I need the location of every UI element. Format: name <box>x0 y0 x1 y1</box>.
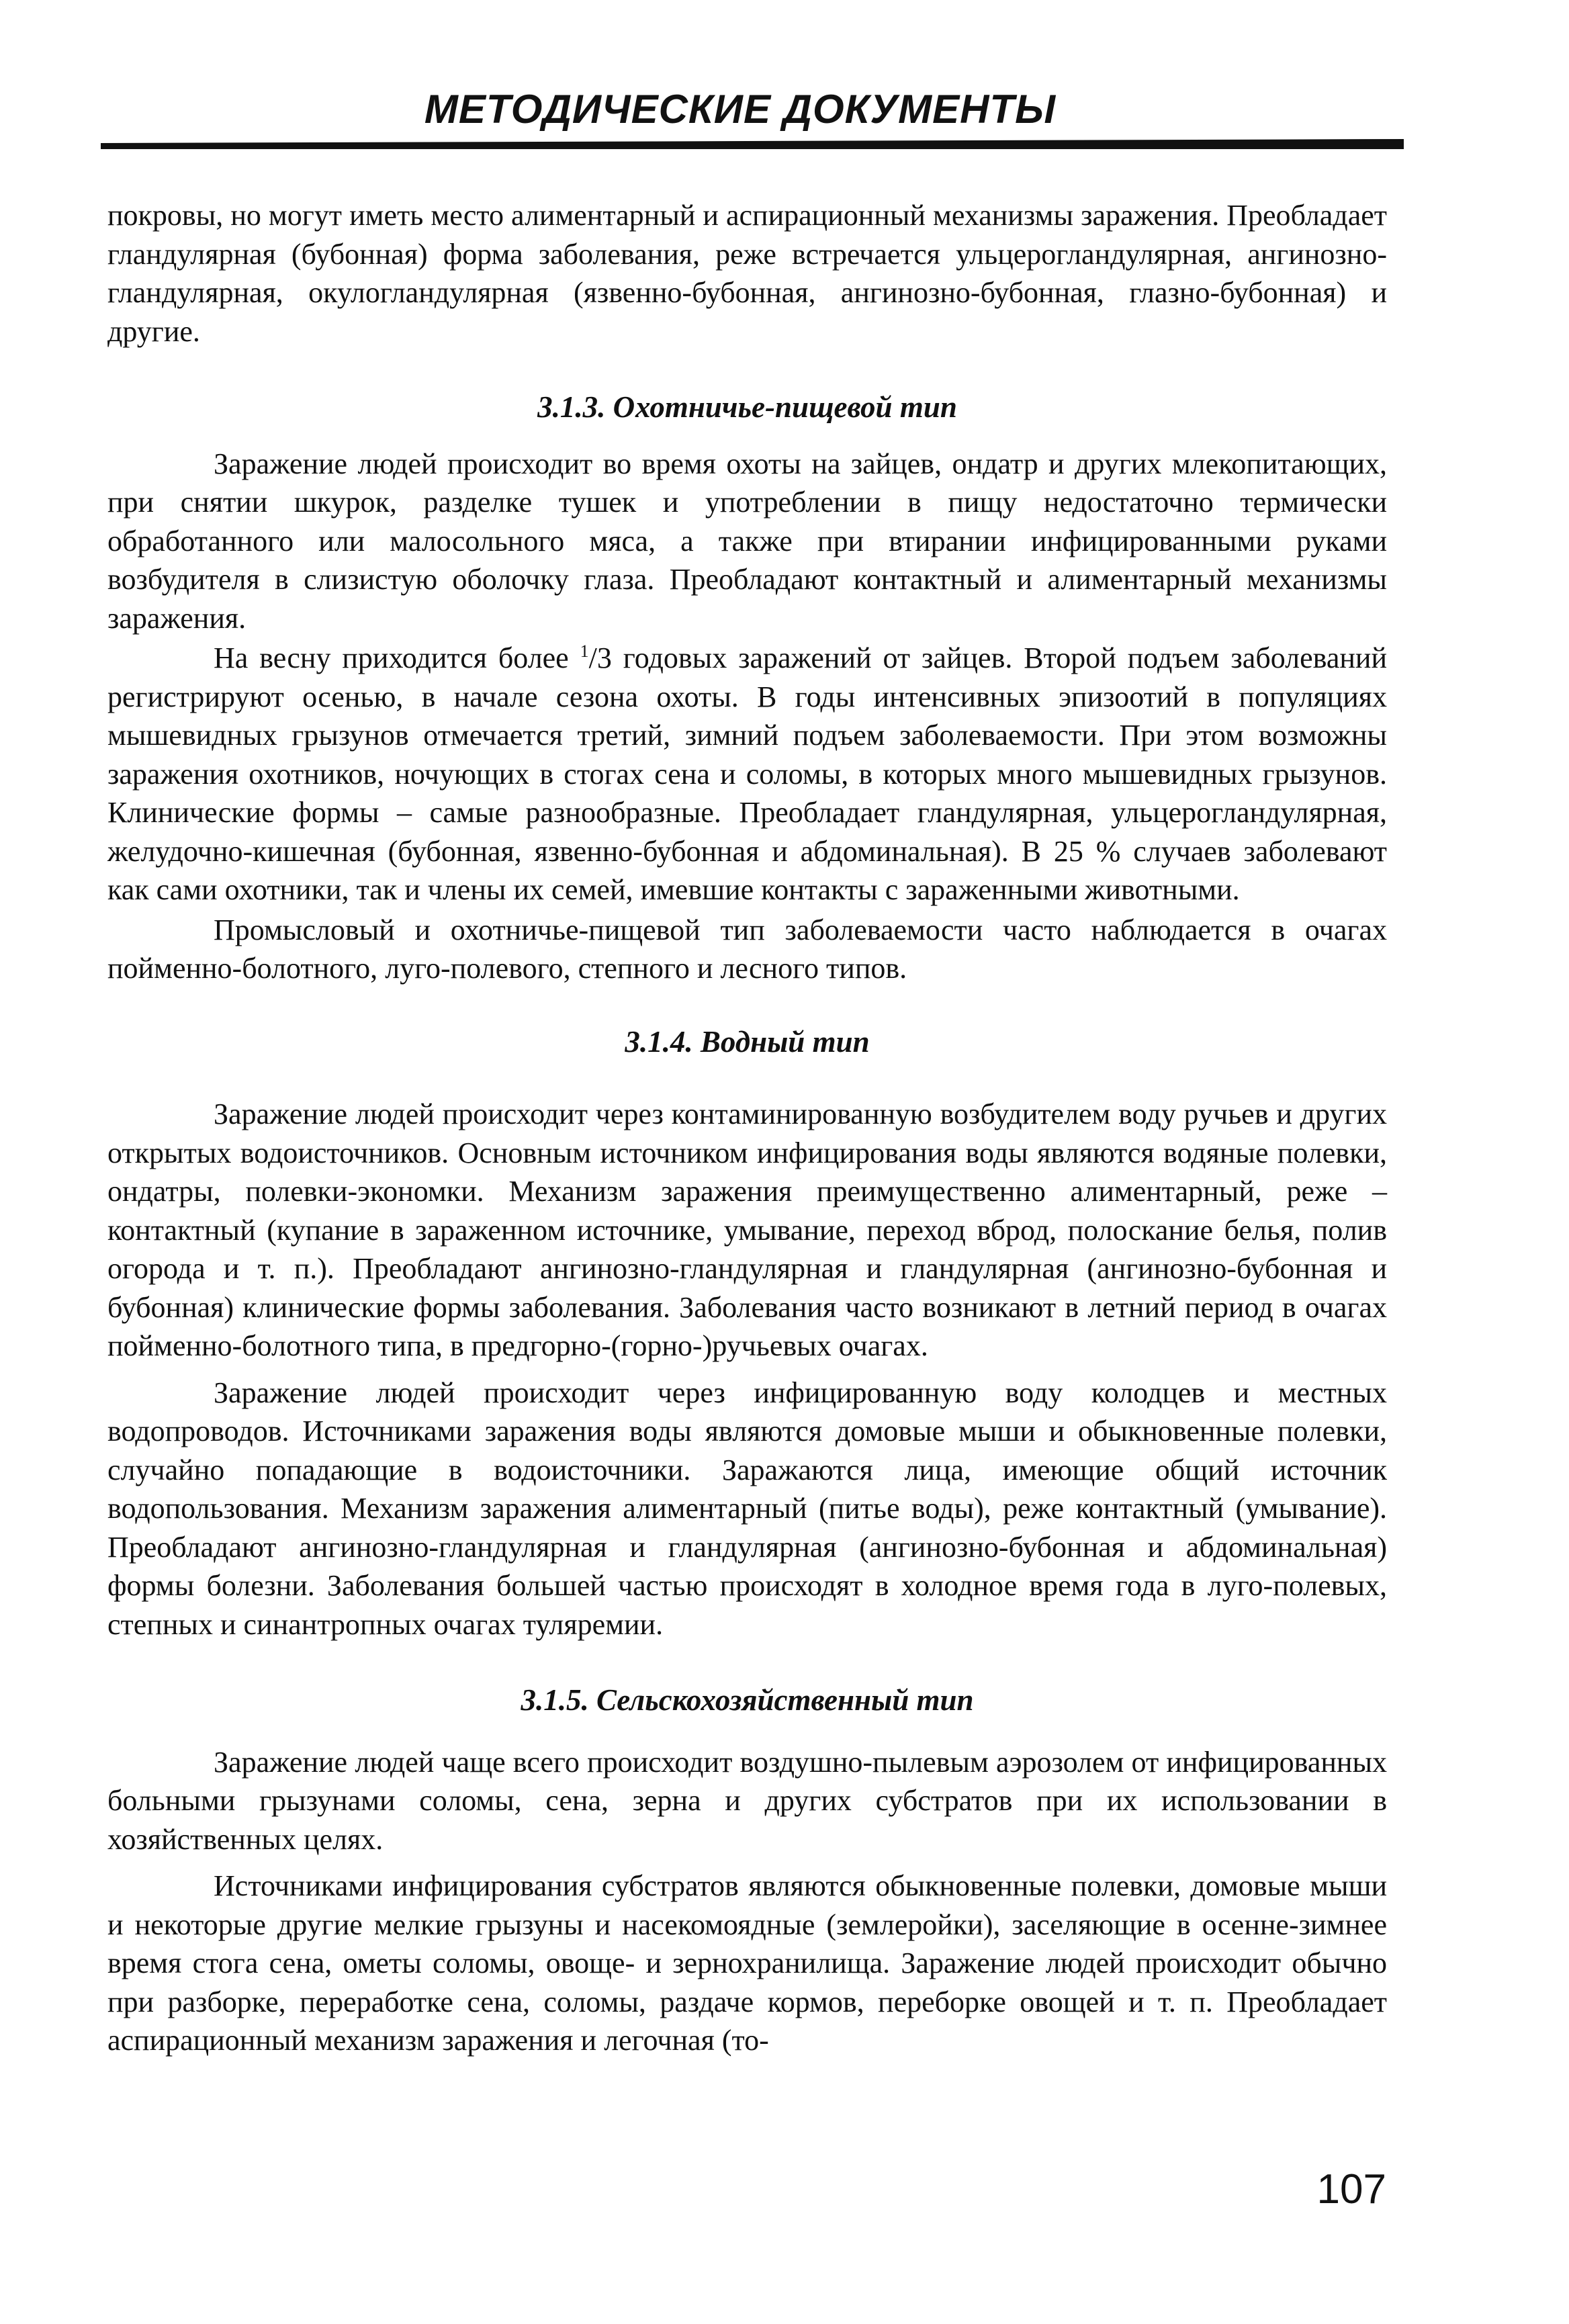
paragraph-3-1-4-2: Заражение людей происходит через инфицированную воду колодцев и местных водопроводов. Источниками заражения воды являются домовые мыши и обыкновенные полевки, случайно попадающие в водоисточники. Заражаются лица, имеющие общий источник водопользования. Механизм заражения алиментарный (питье воды), реже контактный (умывание). Преобладают ангинозно-гландулярная и гландулярная (ангинозно-бубонная и абдоминальная) формы болезни. Заболевания большей частью происходят в холодное время года в луго-полевых, степных и синантропных очагах туляремии. <box>107 1376 1387 1641</box>
paragraph-3-1-5-2: Источниками инфицирования субстратов являются обыкновенные полевки, домовые мыши и некоторые другие мелкие грызуны и насекомоядные (землеройки), заселяющие в осенне-зимнее время стога сена, ометы соломы, овоще- и зернохранилища. Заражение людей происходит обычно при разборке, переработке сена, соломы, раздаче кормов, переборке овощей и т. п. Преобладает аспирационный механизм заражения и легочная (то- <box>107 1869 1387 2057</box>
paragraph-3-1-3-2 <box>107 639 1387 909</box>
fraction-numerator: 1 <box>580 641 589 661</box>
running-header-title: МЕТОДИЧЕСКИЕ ДОКУМЕНТЫ <box>424 87 1057 132</box>
intro-paragraph: покровы, но могут иметь место алиментарный и аспирационный механизмы заражения. Преобладает гландулярная (бубонная) форма заболевания, реже встречается ульцерогландулярная, ангинозно-гландулярная, окулогландулярная (язвенно-бубонная, ангинозно-бубонная, глазно-бубонная) и другие. <box>107 199 1387 348</box>
page-number: 107 <box>1316 2166 1386 2213</box>
section-heading-3-1-5: 3.1.5. Сельскохозяйственный тип <box>521 1683 974 1717</box>
section-heading-3-1-3: 3.1.3. Охотничье-пищевой тип <box>537 390 957 424</box>
paragraph-3-1-5-1: Заражение людей чаще всего происходит воздушно-пылевым аэрозолем от инфицированных больными грызунами соломы, сена, зерна и других субстратов при их использовании в хозяйственных целях. <box>107 1745 1387 1856</box>
paragraph-text: годовых заражений от зайцев. Второй подъем заболеваний регистрируют осенью, в начале сезона охоты. В годы интенсивных эпизоотий в популяциях мышевидных грызунов отмечается третий, зимний подъем заболеваемости. При этом возможны заражения охотников, ночующих в стогах сена и соломы, в которых много мышевидных грызунов. Клинические формы – самые разнообразные. Преобладает гландулярная, ульцерогландулярная, желудочно-кишечная (бубонная, язвенно-бубонная и абдоминальная). В 25 % случаев заболевают как сами охотники, так и члены их семей, имевшие контакты с зараженными животными. <box>107 641 1387 906</box>
header-rule <box>101 139 1404 149</box>
paragraph-3-1-3-3: Промысловый и охотничье-пищевой тип заболеваемости часто наблюдается в очагах пойменно-болотного, луго-полевого, степного и лесного типов. <box>107 913 1387 985</box>
page-body <box>107 196 1387 2060</box>
paragraph-3-1-3-1: Заражение людей происходит во время охоты на зайцев, ондатр и других млекопитающих, при снятии шкурок, разделке тушек и употреблении в пищу недостаточно термически обработанного или малосольного мяса, а также при втирании инфицированными руками возбудителя в слизистую оболочку глаза. Преобладают контактный и алиментарный механизмы заражения. <box>107 447 1387 635</box>
paragraph-3-1-4-1: Заражение людей происходит через контаминированную возбудителем воду ручьев и других открытых водоисточников. Основным источником инфицирования воды являются водяные полевки, ондатры, полевки-экономки. Механизм заражения преимущественно алиментарный, реже – контактный (купание в зараженном источнике, умывание, переход вброд, полоскание белья, полив огорода и т. п.). Преобладают ангинозно-гландулярная и гландулярная (ангинозно-бубонная и бубонная) клинические формы заболевания. Заболевания часто возникают в летний период в очагах пойменно-болотного типа, в предгорно-(горно-)ручьевых очагах. <box>107 1098 1387 1362</box>
fraction-denominator: /3 <box>588 641 612 674</box>
paragraph-text: На весну приходится более <box>214 641 580 674</box>
section-heading-3-1-4: 3.1.4. Водный тип <box>625 1024 870 1059</box>
